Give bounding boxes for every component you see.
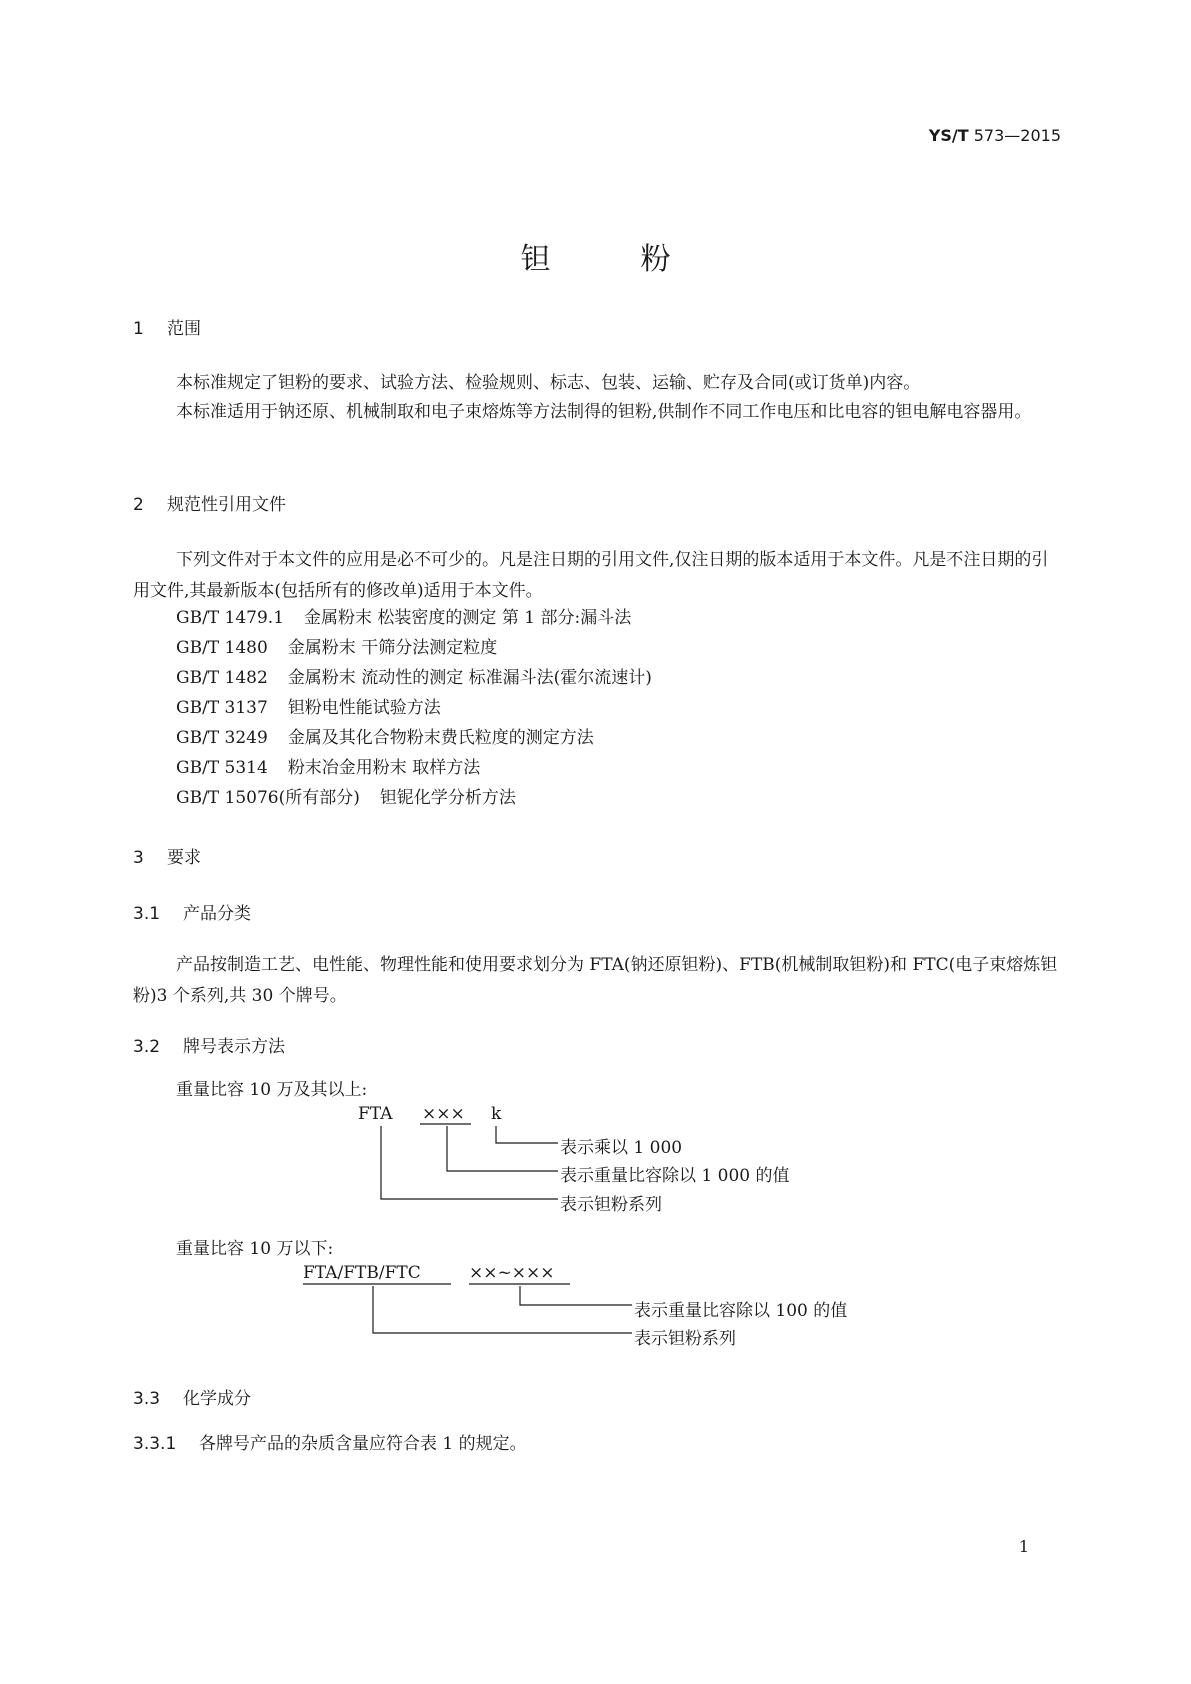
- standard-number: 573—2015: [973, 126, 1061, 145]
- document-title: 钽粉: [520, 242, 761, 277]
- capacitance-range-placeholder: ××~×××: [469, 1263, 555, 1283]
- reference-title: 金属粉末 松装密度的测定 第 1 部分:漏斗法: [304, 608, 632, 628]
- connector-capacitance: [447, 1126, 558, 1171]
- section-title: 产品分类: [183, 904, 251, 924]
- series-code-fta-ftb-ftc: FTA/FTB/FTC: [303, 1263, 421, 1283]
- standard-prefix: YS/T: [928, 126, 969, 145]
- normative-intro: 下列文件对于本文件的应用是必不可少的。凡是注日期的引用文件,仅注日期的版本适用于本文件。凡是不注日期的引用文件,其最新版本(包括所有的修改单)适用于本文件。: [133, 550, 1049, 601]
- scope-paragraph-2: 本标准适用于钠还原、机械制取和电子束熔炼等方法制得的钽粉,供制作不同工作电压和比电容的钽电解电容器用。: [176, 402, 1032, 422]
- note-capacitance-div-1000: 表示重量比容除以 1 000 的值: [560, 1166, 790, 1186]
- connector-series: [373, 1286, 632, 1333]
- section-title: 规范性引用文件: [167, 495, 286, 515]
- section-title: 牌号表示方法: [183, 1037, 285, 1057]
- section-number: 2: [133, 495, 144, 515]
- capacitance-placeholder: ×××: [422, 1104, 465, 1124]
- note-series: 表示钽粉系列: [560, 1195, 662, 1215]
- section-3-3-heading: [133, 1384, 251, 1409]
- section-number: 3.1: [133, 904, 161, 924]
- scope-paragraph-1: 本标准规定了钽粉的要求、试验方法、检验规则、标志、包装、运输、贮存及合同(或订货单)内容。: [176, 373, 921, 393]
- note-series: 表示钽粉系列: [634, 1329, 736, 1349]
- section-number: 3: [133, 848, 144, 868]
- section-title: 要求: [167, 848, 201, 868]
- section-3-3-1: [133, 1429, 527, 1454]
- section-number: 3.3.1: [133, 1434, 177, 1454]
- connector-k: [496, 1126, 558, 1143]
- designation-case-1-label: 重量比容 10 万及其以上:: [176, 1080, 368, 1100]
- reference-code: GB/T 1482: [176, 668, 268, 688]
- series-code-fta: FTA: [358, 1104, 393, 1124]
- reference-title: 金属粉末 干筛分法测定粒度: [287, 638, 498, 658]
- reference-code: GB/T 3137: [176, 698, 268, 718]
- note-multiply-1000: 表示乘以 1 000: [560, 1138, 683, 1158]
- multiplier-k: k: [491, 1104, 502, 1124]
- section-title: 化学成分: [183, 1389, 251, 1409]
- reference-title: 金属及其化合物粉末费氏粒度的测定方法: [287, 728, 594, 748]
- connector-series: [381, 1126, 558, 1199]
- reference-title: 钽铌化学分析方法: [379, 788, 516, 808]
- section-title: 范围: [167, 319, 201, 339]
- reference-title: 钽粉电性能试验方法: [287, 698, 441, 718]
- note-capacitance-div-100: 表示重量比容除以 100 的值: [634, 1301, 848, 1321]
- reference-code: GB/T 1480: [176, 638, 268, 658]
- page-number: 1: [1018, 1537, 1029, 1556]
- reference-title: 金属粉末 流动性的测定 标准漏斗法(霍尔流速计): [287, 668, 652, 688]
- section-number: 3.2: [133, 1037, 161, 1057]
- section-number: 1: [133, 319, 144, 339]
- reference-code: GB/T 5314: [176, 758, 268, 778]
- reference-code: GB/T 15076(所有部分): [176, 788, 360, 808]
- section-text: 各牌号产品的杂质含量应符合表 1 的规定。: [199, 1434, 527, 1454]
- reference-code: GB/T 3249: [176, 728, 268, 748]
- reference-code: GB/T 1479.1: [176, 608, 285, 628]
- designation-case-2-label: 重量比容 10 万以下:: [176, 1239, 334, 1259]
- classification-paragraph: 产品按制造工艺、电性能、物理性能和使用要求划分为 FTA(钠还原钽粉)、FTB(机械制取钽粉)和 FTC(电子束熔炼钽粉)3 个系列,共 30 个牌号。: [133, 955, 1058, 1006]
- section-number: 3.3: [133, 1389, 161, 1409]
- reference-title: 粉末冶金用粉末 取样方法: [287, 758, 481, 778]
- connector-capacitance: [520, 1286, 632, 1305]
